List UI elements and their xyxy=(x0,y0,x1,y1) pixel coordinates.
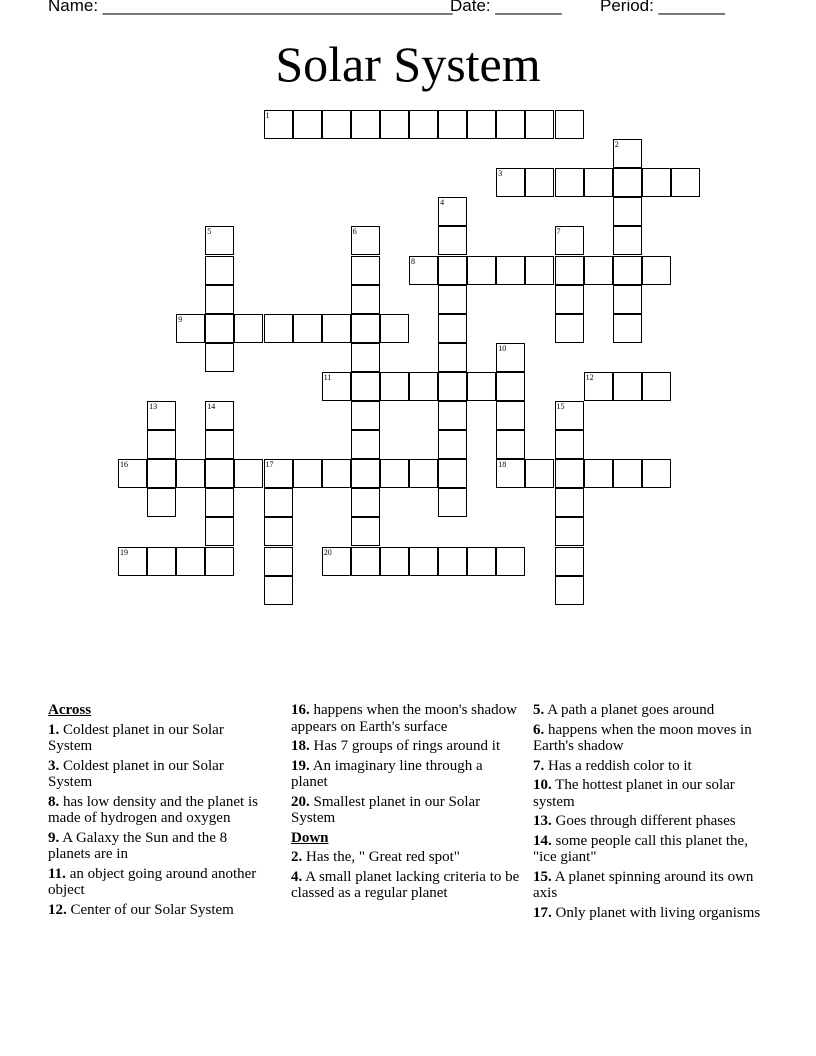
clue-number-label: 16 xyxy=(120,460,128,470)
clue-number: 18. xyxy=(291,738,310,754)
grid-cell[interactable] xyxy=(205,517,234,546)
grid-cell[interactable] xyxy=(264,576,293,605)
grid-cell[interactable] xyxy=(584,372,613,401)
grid-cell[interactable] xyxy=(205,401,234,430)
clue-down-10 xyxy=(533,777,763,810)
clue-down-4 xyxy=(291,869,521,902)
clue-number-label: 1 xyxy=(265,111,270,120)
grid-cell[interactable] xyxy=(264,459,293,488)
grid-cell[interactable] xyxy=(205,430,234,459)
clue-number: 15. xyxy=(533,868,552,885)
grid-cell[interactable] xyxy=(176,314,205,343)
grid-cell[interactable] xyxy=(555,226,584,255)
clue-number-label: 4 xyxy=(440,198,445,208)
grid-cell[interactable] xyxy=(613,256,642,285)
across-heading: Across xyxy=(48,702,92,718)
grid-cell[interactable] xyxy=(118,459,147,488)
clue-number: 10. xyxy=(533,777,552,793)
grid-cell[interactable] xyxy=(409,459,438,488)
grid-cell[interactable] xyxy=(264,314,293,343)
clue-text: has low density and the planet is made of hydrogen and oxygen xyxy=(48,793,258,826)
clue-number-label: 8 xyxy=(411,256,415,266)
grid-cell[interactable] xyxy=(322,547,351,576)
grid-cell[interactable] xyxy=(351,401,380,430)
page-title: Solar System xyxy=(275,36,541,92)
clue-across-19 xyxy=(291,758,521,791)
clue-number-label: 17 xyxy=(265,460,274,470)
grid-cell[interactable] xyxy=(525,256,554,285)
grid-cell[interactable] xyxy=(147,488,176,517)
grid-cell[interactable] xyxy=(613,459,642,488)
grid-cell[interactable] xyxy=(555,547,584,576)
clue-number: 2. xyxy=(291,849,303,865)
grid-cell[interactable] xyxy=(322,314,351,343)
clue-text: A planet spinning around its own axis xyxy=(533,868,754,901)
grid-cell[interactable] xyxy=(351,226,380,255)
clue-text: happens when the moon's shadow appears on Earth's surface xyxy=(291,702,518,735)
clue-text: Coldest planet in our Solar System xyxy=(48,721,224,754)
clue-number: 3. xyxy=(48,757,60,774)
grid-cell[interactable] xyxy=(205,459,234,488)
grid-cell[interactable] xyxy=(525,459,554,488)
clue-number: 9. xyxy=(48,829,60,846)
clue-number: 6. xyxy=(533,721,545,738)
clue-text: Goes through different phases xyxy=(555,813,736,829)
clue-text: A Galaxy the Sun and the 8 planets are in xyxy=(48,829,228,862)
grid-cell[interactable] xyxy=(264,110,293,139)
clue-number: 19. xyxy=(291,757,310,774)
clue-number: 1. xyxy=(48,721,60,738)
clue-text: A path a planet goes around xyxy=(547,702,715,718)
grid-cell[interactable] xyxy=(351,285,380,314)
clue-across-8 xyxy=(48,794,270,827)
clue-text: Only planet with living organisms xyxy=(555,904,761,921)
grid-cell[interactable] xyxy=(438,430,467,459)
clue-across-11 xyxy=(48,866,270,899)
grid-cell[interactable] xyxy=(351,372,380,401)
grid-cell[interactable] xyxy=(351,256,380,285)
clue-down-6 xyxy=(533,722,763,755)
grid-cell[interactable] xyxy=(322,372,351,401)
clue-text: Has the, " Great red spot" xyxy=(306,849,460,865)
clue-down-5 xyxy=(533,702,763,719)
grid-cell[interactable] xyxy=(555,285,584,314)
grid-cell[interactable] xyxy=(205,314,234,343)
grid-cell[interactable] xyxy=(293,459,322,488)
clue-text: Coldest planet in our Solar System xyxy=(48,757,224,790)
grid-cell[interactable] xyxy=(322,459,351,488)
clue-number: 4. xyxy=(291,868,303,885)
grid-cell[interactable] xyxy=(496,547,525,576)
grid-cell[interactable] xyxy=(438,197,467,226)
grid-cell[interactable] xyxy=(264,547,293,576)
grid-cell[interactable] xyxy=(118,547,147,576)
grid-cell[interactable] xyxy=(409,547,438,576)
grid-cell[interactable] xyxy=(642,459,671,488)
grid-cell[interactable] xyxy=(496,459,525,488)
grid-cell[interactable] xyxy=(555,576,584,605)
clue-across-9 xyxy=(48,830,270,863)
grid-cell[interactable] xyxy=(205,343,234,372)
clue-text: an object going around another object xyxy=(48,865,257,898)
grid-cell[interactable] xyxy=(264,517,293,546)
grid-cell[interactable] xyxy=(438,547,467,576)
clue-number: 13. xyxy=(533,813,552,829)
clue-number-label: 9 xyxy=(178,314,183,324)
grid-cell[interactable] xyxy=(264,488,293,517)
grid-cell[interactable] xyxy=(322,110,351,139)
grid-cell[interactable] xyxy=(525,168,554,197)
grid-cell[interactable] xyxy=(555,314,584,343)
clue-text: A small planet lacking criteria to be classed as a regular planet xyxy=(291,868,520,901)
grid-cell[interactable] xyxy=(438,401,467,430)
clue-number-label: 5 xyxy=(207,227,212,237)
clue-number: 20. xyxy=(291,793,310,810)
clue-down-13 xyxy=(533,813,763,830)
grid-cell[interactable] xyxy=(555,488,584,517)
clue-down-2 xyxy=(291,849,521,866)
grid-cell[interactable] xyxy=(147,401,176,430)
grid-cell[interactable] xyxy=(467,256,496,285)
grid-cell[interactable] xyxy=(205,285,234,314)
clue-number-label: 2 xyxy=(614,140,619,150)
grid-cell[interactable] xyxy=(496,168,525,197)
grid-cell[interactable] xyxy=(205,547,234,576)
clue-number-label: 13 xyxy=(149,402,158,411)
grid-cell[interactable] xyxy=(613,314,642,343)
grid-cell[interactable] xyxy=(467,372,496,401)
period-field[interactable]: Period: _______ xyxy=(600,0,725,15)
grid-cell[interactable] xyxy=(351,314,380,343)
clue-text: Smallest planet in our Solar System xyxy=(291,793,481,826)
grid-cell[interactable] xyxy=(438,110,467,139)
clue-number: 5. xyxy=(533,702,545,718)
clue-number-label: 20 xyxy=(323,547,332,557)
clue-across-16 xyxy=(291,702,521,735)
clue-number-label: 15 xyxy=(556,402,565,411)
clue-down-14 xyxy=(533,833,763,866)
clue-number: 16. xyxy=(291,702,310,718)
clue-column-1 xyxy=(48,702,270,921)
grid-cell[interactable] xyxy=(351,517,380,546)
clue-down-7 xyxy=(533,758,763,775)
grid-cell[interactable] xyxy=(293,314,322,343)
clue-number-label: 12 xyxy=(585,372,594,382)
clue-across-20 xyxy=(291,794,521,827)
grid-cell[interactable] xyxy=(613,139,642,168)
clue-down-17 xyxy=(533,905,763,922)
clue-column-3 xyxy=(533,702,763,924)
clue-column-2 xyxy=(291,702,521,905)
grid-cell[interactable] xyxy=(438,372,467,401)
grid-cell[interactable] xyxy=(496,110,525,139)
grid-cell[interactable] xyxy=(380,547,409,576)
grid-cell[interactable] xyxy=(613,285,642,314)
grid-cell[interactable] xyxy=(613,168,642,197)
clue-number: 12. xyxy=(48,901,67,918)
clue-number-label: 3 xyxy=(498,169,503,179)
grid-cell[interactable] xyxy=(380,314,409,343)
clue-across-1 xyxy=(48,722,270,755)
clue-across-3 xyxy=(48,758,270,791)
clue-down-15 xyxy=(533,869,763,902)
clue-text: An imaginary line through a planet xyxy=(291,757,483,790)
grid-cell[interactable] xyxy=(351,430,380,459)
clue-text: some people call this planet the, "ice giant" xyxy=(533,832,748,865)
grid-cell[interactable] xyxy=(351,488,380,517)
grid-cell[interactable] xyxy=(409,256,438,285)
grid-cell[interactable] xyxy=(555,256,584,285)
grid-cell[interactable] xyxy=(613,372,642,401)
down-heading: Down xyxy=(291,829,329,846)
grid-cell[interactable] xyxy=(176,459,205,488)
grid-cell[interactable] xyxy=(438,459,467,488)
grid-cell[interactable] xyxy=(147,547,176,576)
grid-cell[interactable] xyxy=(642,372,671,401)
clue-number: 17. xyxy=(533,904,552,921)
date-field[interactable]: Date: _______ xyxy=(450,0,562,15)
grid-cell[interactable] xyxy=(525,110,554,139)
grid-cell[interactable] xyxy=(351,343,380,372)
grid-cell[interactable] xyxy=(438,314,467,343)
clue-text: Center of our Solar System xyxy=(70,901,234,918)
grid-cell[interactable] xyxy=(438,256,467,285)
grid-cell[interactable] xyxy=(496,401,525,430)
grid-cell[interactable] xyxy=(380,372,409,401)
grid-cell[interactable] xyxy=(380,459,409,488)
clue-text: happens when the moon moves in Earth's shadow xyxy=(533,721,752,754)
clue-text: Has 7 groups of rings around it xyxy=(313,738,501,754)
grid-cell[interactable] xyxy=(584,459,613,488)
grid-cell[interactable] xyxy=(351,547,380,576)
grid-cell[interactable] xyxy=(642,256,671,285)
grid-cell[interactable] xyxy=(205,226,234,255)
clue-number-label: 11 xyxy=(323,372,332,382)
grid-cell[interactable] xyxy=(584,168,613,197)
grid-cell[interactable] xyxy=(555,517,584,546)
grid-cell[interactable] xyxy=(438,226,467,255)
grid-cell[interactable] xyxy=(555,430,584,459)
grid-cell[interactable] xyxy=(555,110,584,139)
grid-cell[interactable] xyxy=(555,168,584,197)
grid-cell[interactable] xyxy=(642,168,671,197)
grid-cell[interactable] xyxy=(496,372,525,401)
grid-cell[interactable] xyxy=(234,314,263,343)
grid-cell[interactable] xyxy=(496,256,525,285)
grid-cell[interactable] xyxy=(147,459,176,488)
clue-number-label: 7 xyxy=(556,227,561,237)
grid-cell[interactable] xyxy=(613,197,642,226)
clue-text: Has a reddish color to it xyxy=(548,757,692,774)
grid-cell[interactable] xyxy=(176,547,205,576)
clue-text: The hottest planet in our solar system xyxy=(533,777,735,810)
grid-cell[interactable] xyxy=(351,459,380,488)
grid-cell[interactable] xyxy=(438,343,467,372)
grid-cell[interactable] xyxy=(147,430,176,459)
clue-across-12 xyxy=(48,902,270,919)
clue-number-label: 6 xyxy=(352,227,357,237)
clue-number-label: 18 xyxy=(498,460,507,470)
clue-number-label: 10 xyxy=(498,343,507,353)
grid-cell[interactable] xyxy=(671,168,700,197)
grid-cell[interactable] xyxy=(380,110,409,139)
clue-number: 11. xyxy=(48,865,66,882)
grid-cell[interactable] xyxy=(496,343,525,372)
grid-cell[interactable] xyxy=(613,226,642,255)
grid-cell[interactable] xyxy=(555,401,584,430)
grid-cell[interactable] xyxy=(205,256,234,285)
grid-cell[interactable] xyxy=(234,459,263,488)
grid-cell[interactable] xyxy=(351,110,380,139)
grid-cell[interactable] xyxy=(467,547,496,576)
clue-number-label: 14 xyxy=(207,402,216,411)
clue-number: 7. xyxy=(533,757,545,774)
clue-across-18 xyxy=(291,738,521,755)
clue-number-label: 19 xyxy=(120,547,128,557)
clue-number: 14. xyxy=(533,832,552,849)
grid-cell[interactable] xyxy=(555,459,584,488)
grid-cell[interactable] xyxy=(496,430,525,459)
grid-cell[interactable] xyxy=(438,488,467,517)
grid-cell[interactable] xyxy=(467,110,496,139)
clue-number: 8. xyxy=(48,793,60,810)
grid-cell[interactable] xyxy=(293,110,322,139)
grid-cell[interactable] xyxy=(584,256,613,285)
name-field[interactable]: Name: _____________________________________ xyxy=(48,0,453,15)
grid-cell[interactable] xyxy=(409,372,438,401)
grid-cell[interactable] xyxy=(205,488,234,517)
grid-cell[interactable] xyxy=(409,110,438,139)
grid-cell[interactable] xyxy=(438,285,467,314)
